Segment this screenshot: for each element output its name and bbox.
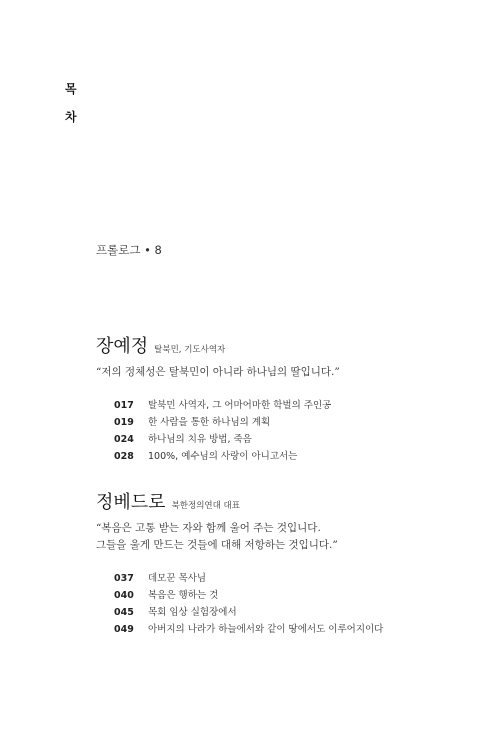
entry-page-number: 045 [114,607,134,618]
entry-title: 데모꾼 목사님 [148,573,207,584]
section-quote [96,364,476,381]
person-name: 장예정 [96,336,149,357]
quote-line: “복음은 고통 받는 자와 함께 울어 주는 것입니다. [96,522,321,534]
section-quote [96,520,476,554]
quote-line: “저의 정체성은 탈북민이 아니라 하나님의 딸입니다.” [96,366,340,378]
toc-heading-char-2: 차 [65,110,77,124]
entry-title: 한 사람을 통한 하나님의 계획 [148,417,271,428]
toc-entry [96,414,476,431]
toc-entry [96,570,476,587]
toc-entry [96,397,476,414]
section-heading [96,488,476,514]
section-jeong-bedeuro [96,488,476,638]
entry-page-number: 049 [114,624,134,635]
entry-title: 하나님의 치유 방법, 죽음 [148,434,252,445]
prologue-entry: 프롤로그 • 8 [96,243,162,257]
person-role: 북한정의연대 대표 [171,501,240,511]
entry-title: 복음은 행하는 것 [148,590,219,601]
entry-title: 아버지의 나라가 하늘에서와 같이 땅에서도 이루어지이다 [148,624,384,635]
entry-page-number: 040 [114,590,134,601]
toc-entries [96,397,476,465]
person-role: 탈북민, 기도사역자 [154,345,226,355]
entry-page-number: 037 [114,573,134,584]
entry-title: 목회 임상 실험장에서 [148,607,237,618]
person-name: 정베드로 [96,492,166,513]
toc-entries [96,570,476,638]
entry-page-number: 028 [114,451,134,462]
toc-entry [96,587,476,604]
entry-page-number: 024 [114,434,134,445]
section-jang-yejeong [96,332,476,465]
toc-entry [96,431,476,448]
entry-title: 100%, 예수님의 사랑이 아니고서는 [148,451,298,462]
toc-entry [96,604,476,621]
section-heading [96,332,476,358]
entry-page-number: 017 [114,400,134,411]
toc-heading-char-1: 목 [65,82,77,96]
entry-title: 탈북민 사역자, 그 어마어마한 학벌의 주인공 [148,400,332,411]
entry-page-number: 019 [114,417,134,428]
toc-entry [96,621,476,638]
toc-entry [96,448,476,465]
quote-line: 그들을 울게 만드는 것들에 대해 저항하는 것입니다.” [96,539,338,551]
